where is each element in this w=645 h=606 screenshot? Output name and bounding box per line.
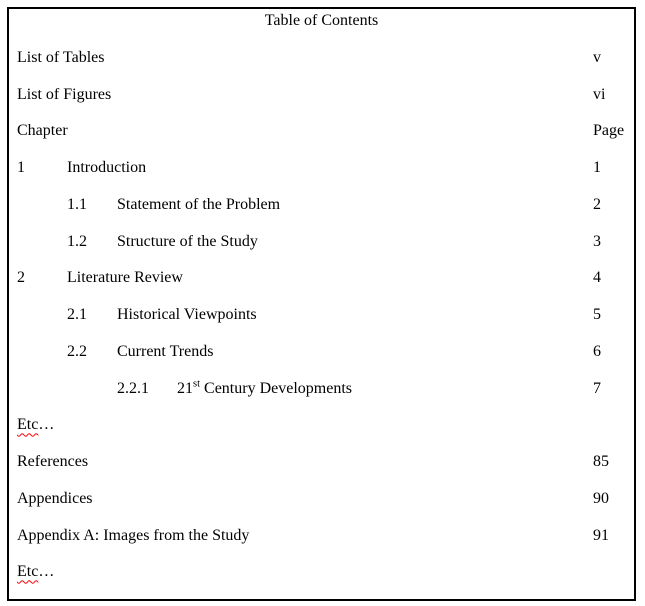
- toc-entry-page: 85: [593, 453, 609, 470]
- toc-entry-number: 1.2: [67, 232, 87, 250]
- toc-row-section-2-2: [9, 340, 634, 377]
- toc-entry-label: List of Tables: [17, 48, 105, 66]
- toc-entry-page: 6: [593, 342, 601, 360]
- toc-entry-number: 1.1: [67, 195, 87, 213]
- toc-entry-number: 2.2: [67, 342, 87, 360]
- toc-row-references: [9, 450, 634, 487]
- toc-row-section-1-2: [9, 230, 634, 267]
- toc-entry-number: 2.2.1: [117, 379, 149, 397]
- toc-entry-page: 4: [593, 269, 601, 287]
- toc-entry-page: 7: [593, 379, 601, 397]
- toc-entry-page: 2: [593, 195, 601, 213]
- ordinal-superscript: st: [193, 378, 201, 390]
- toc-row-appendix-a: [9, 524, 634, 561]
- toc-entry-label: [177, 377, 352, 401]
- misspelled-word: Etc: [17, 563, 39, 581]
- toc-entry-label: [17, 413, 54, 437]
- toc-row-list-of-tables: [9, 46, 634, 83]
- toc-row-section-2-1: [9, 303, 634, 340]
- ellipsis: …: [38, 416, 55, 434]
- toc-entry-page: 91: [593, 526, 609, 544]
- toc-entry-label: Statement of the Problem: [117, 195, 281, 213]
- toc-entry-number: 1: [17, 159, 25, 176]
- toc-entry-label: Historical Viewpoints: [117, 306, 257, 323]
- toc-row-list-of-figures: [9, 83, 634, 120]
- toc-row-section-1-1: [9, 193, 634, 230]
- toc-entry-page: 90: [593, 489, 609, 507]
- toc-entry-label: References: [17, 453, 89, 470]
- toc-entry-page: vi: [593, 85, 606, 103]
- toc-row-etc-1: [9, 413, 634, 450]
- page-column-header: Page: [593, 122, 625, 140]
- toc-entry-page: v: [593, 48, 601, 66]
- toc-entry-page: 5: [593, 306, 601, 323]
- toc-entry-label: Structure of the Study: [117, 232, 258, 250]
- label-prefix: 21: [177, 379, 193, 397]
- misspelled-word: Etc: [17, 416, 39, 434]
- toc-entry-number: 2: [17, 269, 25, 287]
- toc-entry-number: 2.1: [67, 306, 87, 323]
- toc-row-appendices: [9, 487, 634, 524]
- toc-entry-label: Introduction: [67, 159, 147, 176]
- toc-entry-label: Literature Review: [67, 269, 183, 287]
- toc-entry-page: 1: [593, 159, 601, 176]
- label-rest: Century Developments: [200, 379, 352, 397]
- toc-row-etc-2: [9, 560, 634, 597]
- toc-row-chapter-1: [9, 156, 634, 193]
- toc-entry-label: Appendices: [17, 489, 93, 507]
- toc-column-headers: [9, 119, 634, 156]
- toc-row-chapter-2: [9, 266, 634, 303]
- toc-entry-label: List of Figures: [17, 85, 112, 103]
- toc-entry-label: Current Trends: [117, 342, 214, 360]
- ellipsis: …: [38, 563, 55, 581]
- toc-title-row: [9, 9, 634, 46]
- toc-entry-label: Appendix A: Images from the Study: [17, 526, 250, 544]
- document-page: [7, 7, 636, 601]
- page-title: Table of Contents: [264, 12, 379, 29]
- chapter-column-header: Chapter: [17, 122, 68, 140]
- toc-row-section-2-2-1: [9, 377, 634, 414]
- toc-entry-page: 3: [593, 232, 601, 250]
- toc-entry-label: [17, 560, 54, 584]
